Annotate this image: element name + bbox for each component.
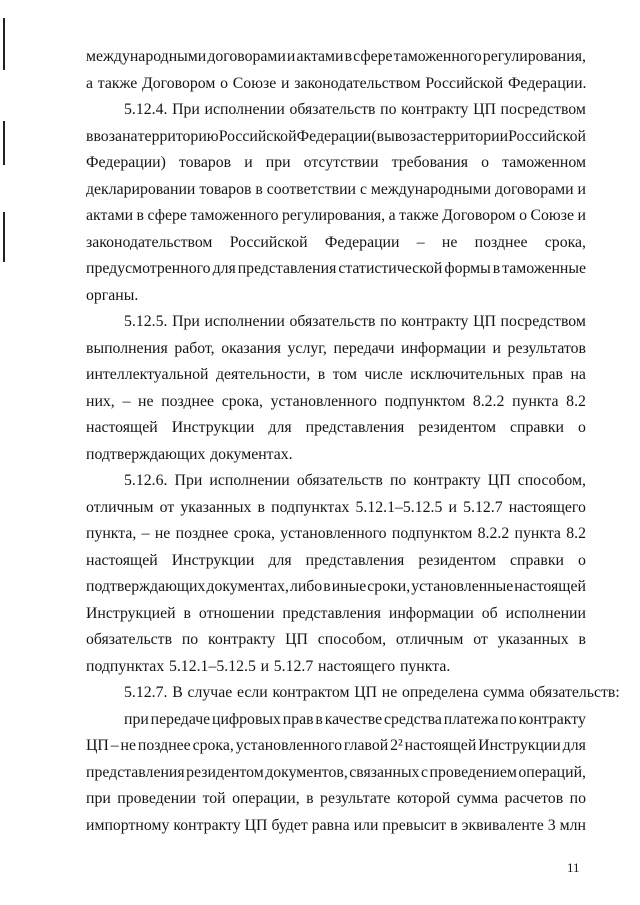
margin-mark bbox=[3, 18, 5, 70]
text-line: международными договорами и актами в сфере таможенного регулирования, bbox=[86, 48, 586, 65]
page-number: 11 bbox=[567, 860, 580, 875]
text-line: 5.12.4. При исполнении обязательств по контракту ЦП посредством bbox=[124, 101, 586, 118]
text-line: Инструкцией в отношении представления информации об исполнении bbox=[86, 604, 586, 622]
text-line: подтверждающих документах. bbox=[86, 445, 293, 463]
text-line: при проведении той операции, в результате которой сумма расчетов по bbox=[86, 790, 586, 807]
text-line: ввоза на территорию Российской Федерации (вывоза с территории Российской bbox=[86, 127, 586, 145]
text-line: декларировании товаров в соответствии с международными договорами и bbox=[86, 180, 586, 198]
text-line: при передаче цифровых прав в качестве средства платежа по контракту bbox=[124, 710, 586, 728]
paragraph-p-5-12-6 bbox=[86, 468, 586, 680]
paragraph-p-cont bbox=[86, 44, 586, 97]
margin-mark bbox=[3, 212, 5, 262]
text-line: настоящей Инструкции для представления резидентом справки о bbox=[86, 551, 586, 569]
paragraph-p-5-12-5 bbox=[86, 309, 586, 468]
document-body bbox=[86, 44, 620, 839]
text-line: них, – не позднее срока, установленного подпунктом 8.2.2 пункта 8.2 bbox=[86, 392, 586, 410]
text-line: импортному контракту ЦП будет равна или превысит в эквиваленте 3 млн bbox=[86, 816, 586, 834]
text-line: пункта, – не позднее срока, установленного подпунктом 8.2.2 пункта 8.2 bbox=[86, 525, 586, 542]
margin-mark bbox=[3, 121, 5, 165]
text-line: а также Договором о Союзе и законодательством Российской Федерации. bbox=[86, 74, 587, 92]
text-line: 5.12.6. При исполнении обязательств по контракту ЦП способом, bbox=[124, 472, 586, 489]
text-line: ЦП – не позднее срока, установленного главой 2² настоящей Инструкции для bbox=[86, 737, 586, 754]
text-line: законодательством Российской Федерации – не позднее срока, bbox=[86, 233, 586, 251]
text-line: органы. bbox=[86, 286, 139, 304]
text-line: актами в сфере таможенного регулирования, а также Договором о Союзе и bbox=[86, 207, 586, 224]
text-line: Федерации) товаров и при отсутствии требования о таможенном bbox=[86, 154, 586, 171]
paragraph-p-5-12-7 bbox=[86, 680, 620, 707]
text-line: настоящей Инструкции для представления резидентом справки о bbox=[86, 419, 586, 436]
text-line: подтверждающих документах, либо в иные сроки, установленные настоящей bbox=[86, 578, 586, 595]
text-line: 5.12.5. При исполнении обязательств по контракту ЦП посредством bbox=[124, 313, 586, 330]
text-line: интеллектуальной деятельности, в том числе исключительных прав на bbox=[86, 366, 586, 383]
paragraph-p-digital bbox=[86, 707, 586, 840]
text-line: выполнения работ, оказания услуг, передачи информации и результатов bbox=[86, 339, 586, 357]
text-line: предусмотренного для представления статистической формы в таможенные bbox=[86, 260, 586, 277]
text-line: обязательств по контракту ЦП способом, отличным от указанных в bbox=[86, 631, 586, 648]
paragraph-p-5-12-4 bbox=[86, 97, 586, 309]
text-line: подпунктах 5.12.1–5.12.5 и 5.12.7 настоящего пункта. bbox=[86, 657, 451, 675]
text-line: отличным от указанных в подпунктах 5.12.1–5.12.5 и 5.12.7 настоящего bbox=[86, 498, 586, 516]
text-line: представления резидентом документов, связанных с проведением операций, bbox=[86, 763, 586, 781]
text-line: 5.12.7. В случае если контрактом ЦП не определена сумма обязательств: bbox=[124, 684, 620, 701]
